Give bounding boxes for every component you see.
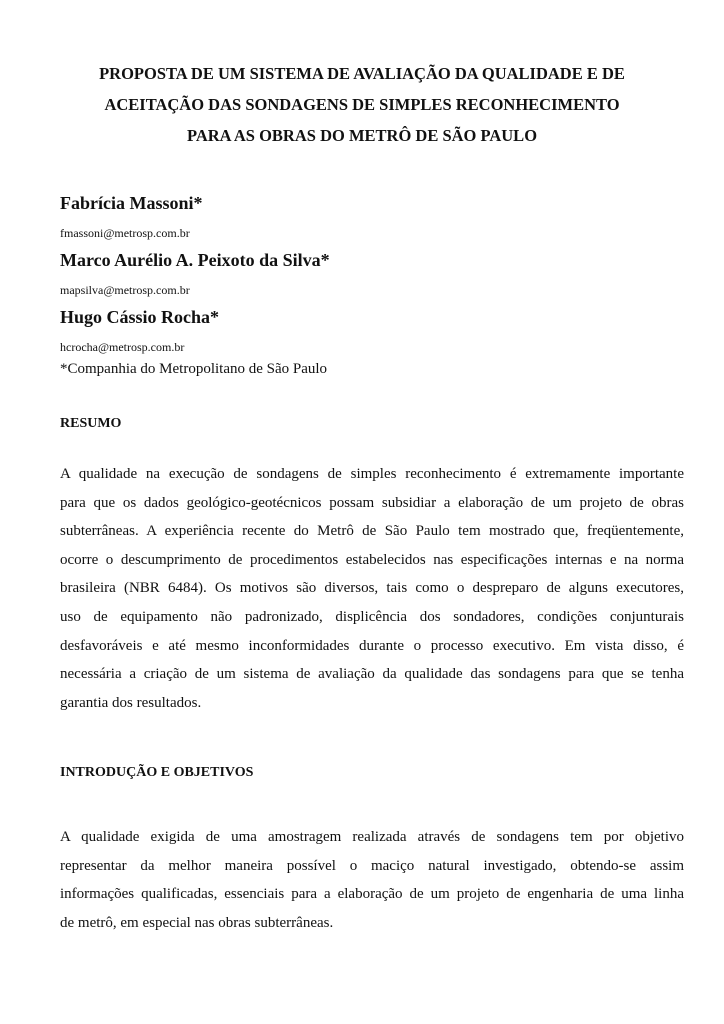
author-email: hcrocha@metrosp.com.br (60, 340, 185, 354)
paper-title (40, 58, 684, 151)
section-heading-resumo: RESUMO (60, 416, 122, 431)
text-line: desfavoráveis e até mesmo inconformidades durante o processo executivo. Em vista disso, é (60, 637, 684, 654)
author-name: Marco Aurélio A. Peixoto da Silva* (60, 250, 330, 270)
text-line: garantia dos resultados. (60, 694, 202, 711)
text-line: A qualidade na execução de sondagens de simples reconhecimento é extremamente importante (60, 466, 684, 482)
text-line: ocorre o descumprimento de procedimentos estabelecidos nas especificações internas e na norma (60, 551, 684, 568)
introduction-paragraph (60, 828, 684, 942)
author-email: fmassoni@metrosp.com.br (60, 226, 190, 240)
section-heading-introducao: INTRODUÇÃO E OBJETIVOS (60, 765, 254, 780)
author-name: Fabrícia Massoni* (60, 193, 203, 213)
affiliation: *Companhia do Metropolitano de São Paulo (60, 361, 328, 377)
text-line: para que os dados geológico-geotécnicos possam subsidiar a elaboração de um projeto de obras (60, 494, 684, 511)
title-line: PARA AS OBRAS DO METRÔ DE SÃO PAULO (186, 126, 538, 145)
text-line: A qualidade exigida de uma amostragem realizada através de sondagens tem por objetivo (60, 829, 684, 845)
title-line: ACEITAÇÃO DAS SONDAGENS DE SIMPLES RECONHECIMENTO (104, 95, 620, 114)
title-line: PROPOSTA DE UM SISTEMA DE AVALIAÇÃO DA QUALIDADE E DE (99, 64, 625, 83)
text-line: uso de equipamento não padronizado, displicência dos sondadores, condições conjunturais (60, 608, 684, 625)
author-name: Hugo Cássio Rocha* (60, 307, 220, 327)
text-line: necessária a criação de um sistema de avaliação da qualidade das sondagens para que se tenha (60, 666, 684, 683)
text-line: informações qualificadas, essenciais para a elaboração de um projeto de engenharia de uma linha (60, 886, 684, 903)
author-email: mapsilva@metrosp.com.br (60, 283, 190, 297)
text-line: de metrô, em especial nas obras subterrâneas. (60, 914, 334, 931)
text-line: representar da melhor maneira possível o maciço natural investigado, obtendo-se assim (60, 857, 684, 874)
text-line: brasileira (NBR 6484). Os motivos são diversos, tais como o despreparo de alguns executores, (60, 580, 684, 597)
text-line: subterrâneas. A experiência recente do Metrô de São Paulo tem mostrado que, freqüentemente, (60, 523, 684, 540)
abstract-paragraph (60, 465, 684, 722)
